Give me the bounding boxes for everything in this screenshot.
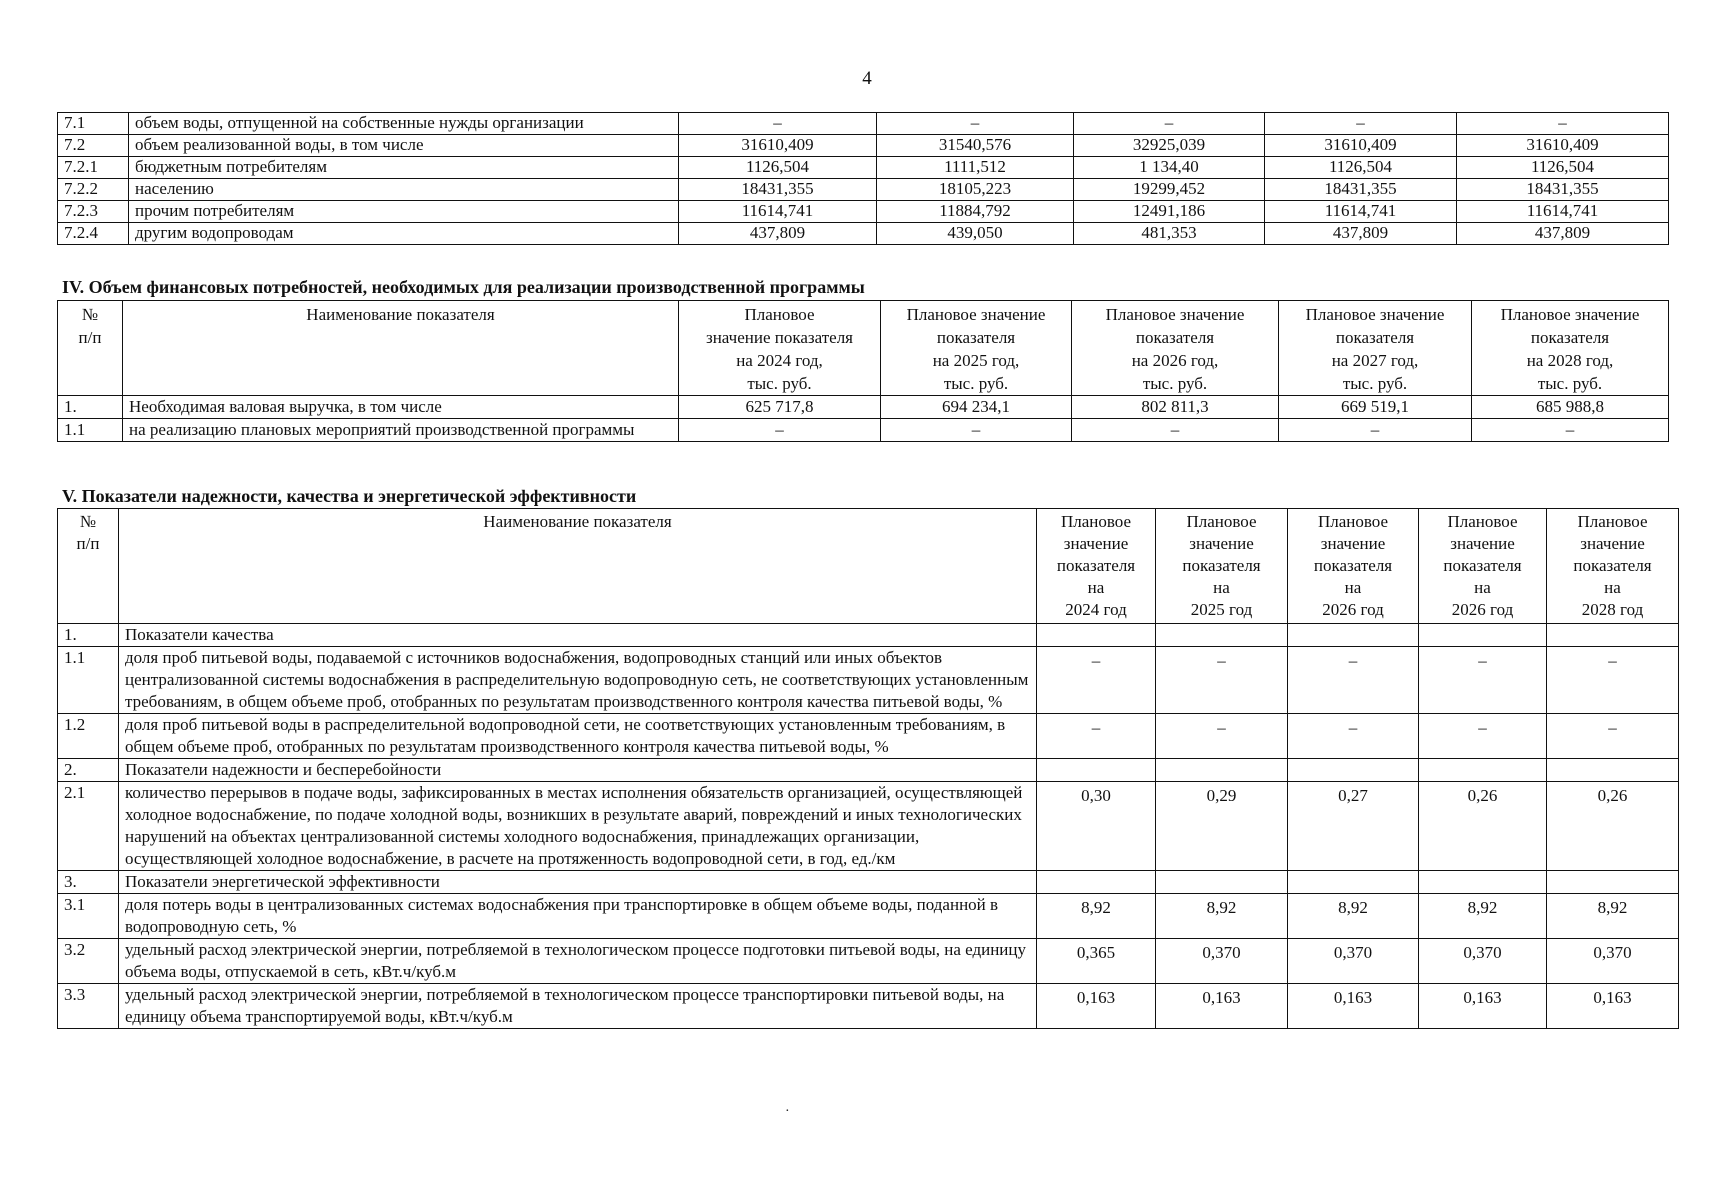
row-name: Необходимая валовая выручка, в том числе: [123, 396, 679, 419]
row-name: объем реализованной воды, в том числе: [129, 135, 679, 157]
table-row: [58, 419, 1669, 442]
row-number: 1.1: [58, 419, 123, 442]
value-cell: 31610,409: [679, 135, 877, 157]
row-number: 7.1: [58, 113, 129, 135]
value-cell: 11884,792: [877, 201, 1074, 223]
header-col-2028: Плановое значение показателя на 2028 год, тыс. руб.: [1472, 301, 1669, 396]
value-cell: –: [1288, 714, 1419, 759]
value-cell: –: [1547, 714, 1679, 759]
table-row: [58, 135, 1669, 157]
value-cell: 0,163: [1156, 984, 1288, 1029]
header-col-2027: Плановое значение показателя на 2027 год, тыс. руб.: [1279, 301, 1472, 396]
header-name: Наименование показателя: [119, 509, 1037, 624]
value-cell: [1156, 871, 1288, 894]
row-name: на реализацию плановых мероприятий производственной программы: [123, 419, 679, 442]
table-header-row: [58, 509, 1679, 624]
row-number: 1.: [58, 396, 123, 419]
financial-needs-table: [57, 300, 1669, 442]
value-cell: [1547, 871, 1679, 894]
value-cell: 11614,741: [1457, 201, 1669, 223]
value-cell: 1 134,40: [1074, 157, 1265, 179]
value-cell: 437,809: [679, 223, 877, 245]
value-cell: 0,370: [1156, 939, 1288, 984]
value-cell: 8,92: [1288, 894, 1419, 939]
value-cell: [1156, 624, 1288, 647]
value-cell: 8,92: [1419, 894, 1547, 939]
value-cell: 31610,409: [1457, 135, 1669, 157]
reliability-quality-table: [57, 508, 1679, 1029]
row-number: 7.2.4: [58, 223, 129, 245]
value-cell: 11614,741: [1265, 201, 1457, 223]
table-row: [58, 714, 1679, 759]
table-row: [58, 396, 1669, 419]
value-cell: –: [1265, 113, 1457, 135]
row-name: удельный расход электрической энергии, потребляемой в технологическом процессе подготовки питьевой воды, на единицу объема воды, отпускаемой в сеть, кВт.ч/куб.м: [119, 939, 1037, 984]
value-cell: 31610,409: [1265, 135, 1457, 157]
row-number: 3.2: [58, 939, 119, 984]
value-cell: 18431,355: [1457, 179, 1669, 201]
value-cell: 1111,512: [877, 157, 1074, 179]
row-name: количество перерывов в подаче воды, зафиксированных в местах исполнения обязательств организацией, осуществляющей холодное водоснабжение, по подаче холодной воды, возникших в результате аварий, повреждений и иных технологических нарушений на объектах централизованной системы холодного водоснабжения, принадлежащих организации, осуществляющей холодное водоснабжение, в расчете на протяженность водопроводной сети, в год, ед./км: [119, 782, 1037, 871]
row-name: населению: [129, 179, 679, 201]
value-cell: [1288, 871, 1419, 894]
row-number: 1.1: [58, 647, 119, 714]
value-cell: –: [1037, 647, 1156, 714]
row-name: прочим потребителям: [129, 201, 679, 223]
value-cell: 8,92: [1037, 894, 1156, 939]
row-number: 1.2: [58, 714, 119, 759]
value-cell: 802 811,3: [1072, 396, 1279, 419]
row-number: 2.: [58, 759, 119, 782]
value-cell: [1419, 871, 1547, 894]
header-num: № п/п: [58, 509, 119, 624]
row-number: 7.2.3: [58, 201, 129, 223]
table-row: [58, 624, 1679, 647]
value-cell: [1037, 624, 1156, 647]
value-cell: [1288, 624, 1419, 647]
row-name: доля проб питьевой воды в распределительной водопроводной сети, не соответствующих установленным требованиям, в общем объеме проб, отобранных по результатам производственного контроля качества питьевой воды, %: [119, 714, 1037, 759]
value-cell: –: [1419, 714, 1547, 759]
value-cell: 12491,186: [1074, 201, 1265, 223]
value-cell: 32925,039: [1074, 135, 1265, 157]
row-name: Показатели энергетической эффективности: [119, 871, 1037, 894]
value-cell: 0,163: [1419, 984, 1547, 1029]
table-row: [58, 113, 1669, 135]
table-row: [58, 871, 1679, 894]
value-cell: 0,370: [1419, 939, 1547, 984]
row-name: объем воды, отпущенной на собственные нужды организации: [129, 113, 679, 135]
value-cell: 437,809: [1457, 223, 1669, 245]
value-cell: 19299,452: [1074, 179, 1265, 201]
value-cell: –: [1288, 647, 1419, 714]
row-name: доля проб питьевой воды, подаваемой с источников водоснабжения, водопроводных станций или иных объектов централизованной системы водоснабжения в распределительную водопроводную сеть, не соответствующих установленным требованиям, в общем объеме проб, отобранных по результатам производственного контроля качества питьевой воды, %: [119, 647, 1037, 714]
table-header-row: [58, 301, 1669, 396]
section-5-title: V. Показатели надежности, качества и энергетической эффективности: [62, 486, 637, 506]
value-cell: –: [1279, 419, 1472, 442]
value-cell: 669 519,1: [1279, 396, 1472, 419]
value-cell: 0,26: [1547, 782, 1679, 871]
value-cell: 437,809: [1265, 223, 1457, 245]
table-row: [58, 894, 1679, 939]
value-cell: [1419, 624, 1547, 647]
row-name: доля потерь воды в централизованных системах водоснабжения при транспортировке в общем объеме воды, поданной в водопроводную сеть, %: [119, 894, 1037, 939]
value-cell: 0,30: [1037, 782, 1156, 871]
value-cell: 31540,576: [877, 135, 1074, 157]
value-cell: 0,370: [1547, 939, 1679, 984]
value-cell: 11614,741: [679, 201, 877, 223]
value-cell: 18105,223: [877, 179, 1074, 201]
row-number: 7.2: [58, 135, 129, 157]
value-cell: –: [1156, 647, 1288, 714]
header-col-2024: Плановое значение показателя на 2024 год, тыс. руб.: [679, 301, 881, 396]
row-name: бюджетным потребителям: [129, 157, 679, 179]
value-cell: –: [1419, 647, 1547, 714]
row-name: другим водопроводам: [129, 223, 679, 245]
header-col-2025: Плановое значение показателя на 2025 год, тыс. руб.: [881, 301, 1072, 396]
row-number: 3.: [58, 871, 119, 894]
row-number: 7.2.1: [58, 157, 129, 179]
value-cell: [1547, 624, 1679, 647]
value-cell: 0,27: [1288, 782, 1419, 871]
value-cell: 685 988,8: [1472, 396, 1669, 419]
value-cell: 439,050: [877, 223, 1074, 245]
table-row: [58, 984, 1679, 1029]
row-number: 1.: [58, 624, 119, 647]
value-cell: 694 234,1: [881, 396, 1072, 419]
value-cell: 1126,504: [1457, 157, 1669, 179]
value-cell: 8,92: [1547, 894, 1679, 939]
table-row: [58, 782, 1679, 871]
value-cell: 0,163: [1547, 984, 1679, 1029]
row-number: 3.1: [58, 894, 119, 939]
value-cell: 0,370: [1288, 939, 1419, 984]
table-row: [58, 201, 1669, 223]
value-cell: –: [1072, 419, 1279, 442]
value-cell: 18431,355: [679, 179, 877, 201]
value-cell: [1547, 759, 1679, 782]
value-cell: –: [679, 419, 881, 442]
table-row: [58, 179, 1669, 201]
header-col-2026: Плановое значение показателя на 2026 год, тыс. руб.: [1072, 301, 1279, 396]
value-cell: –: [1037, 714, 1156, 759]
header-num: № п/п: [58, 301, 123, 396]
table-row: [58, 939, 1679, 984]
header-name: Наименование показателя: [123, 301, 679, 396]
value-cell: –: [1472, 419, 1669, 442]
header-col-2026b: Плановое значение показателя на 2026 год: [1419, 509, 1547, 624]
header-col-2025: Плановое значение показателя на 2025 год: [1156, 509, 1288, 624]
value-cell: 1126,504: [1265, 157, 1457, 179]
header-col-2026: Плановое значение показателя на 2026 год: [1288, 509, 1419, 624]
value-cell: [1037, 871, 1156, 894]
value-cell: 481,353: [1074, 223, 1265, 245]
value-cell: 8,92: [1156, 894, 1288, 939]
header-col-2024: Плановое значение показателя на 2024 год: [1037, 509, 1156, 624]
value-cell: [1288, 759, 1419, 782]
header-col-2028: Плановое значение показателя на 2028 год: [1547, 509, 1679, 624]
page-number: 4: [862, 68, 872, 89]
table-row: [58, 223, 1669, 245]
row-name: Показатели надежности и бесперебойности: [119, 759, 1037, 782]
water-volume-table: [57, 112, 1669, 245]
row-number: 2.1: [58, 782, 119, 871]
value-cell: 0,29: [1156, 782, 1288, 871]
value-cell: –: [1547, 647, 1679, 714]
table-row: [58, 157, 1669, 179]
value-cell: 1126,504: [679, 157, 877, 179]
value-cell: 0,163: [1037, 984, 1156, 1029]
value-cell: –: [877, 113, 1074, 135]
value-cell: [1037, 759, 1156, 782]
stray-mark: ·: [785, 1104, 790, 1119]
value-cell: –: [1457, 113, 1669, 135]
value-cell: –: [679, 113, 877, 135]
value-cell: 18431,355: [1265, 179, 1457, 201]
section-4-title: IV. Объем финансовых потребностей, необходимых для реализации производственной программы: [62, 277, 865, 297]
value-cell: 0,26: [1419, 782, 1547, 871]
value-cell: [1419, 759, 1547, 782]
value-cell: [1156, 759, 1288, 782]
table-row: [58, 759, 1679, 782]
value-cell: 0,163: [1288, 984, 1419, 1029]
table-row: [58, 647, 1679, 714]
value-cell: –: [1074, 113, 1265, 135]
value-cell: –: [881, 419, 1072, 442]
row-name: удельный расход электрической энергии, потребляемой в технологическом процессе транспортировки питьевой воды, на единицу объема транспортируемой воды, кВт.ч/куб.м: [119, 984, 1037, 1029]
row-name: Показатели качества: [119, 624, 1037, 647]
value-cell: –: [1156, 714, 1288, 759]
row-number: 7.2.2: [58, 179, 129, 201]
row-number: 3.3: [58, 984, 119, 1029]
value-cell: 0,365: [1037, 939, 1156, 984]
value-cell: 625 717,8: [679, 396, 881, 419]
